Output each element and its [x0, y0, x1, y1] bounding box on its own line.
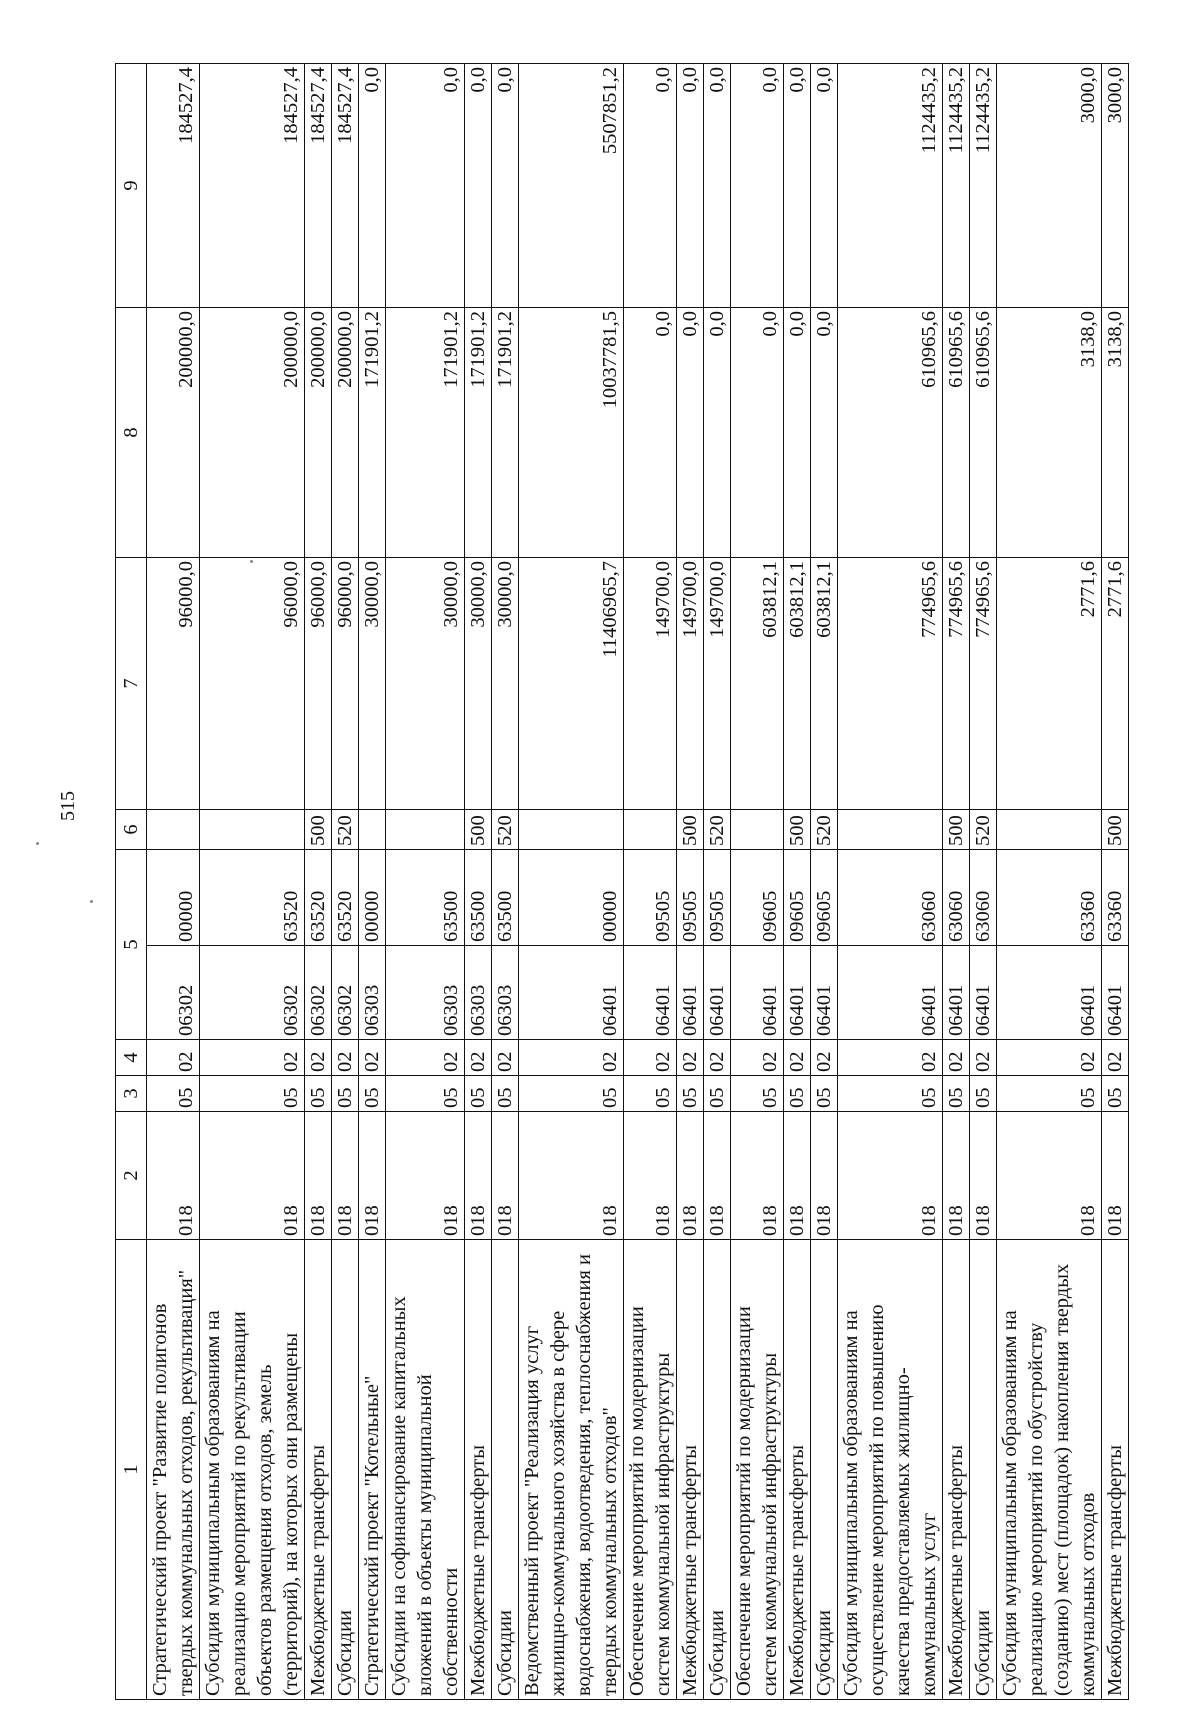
row-name-cell: Обеспечение мероприятий по модернизации систем коммунальной инфраструктуры	[624, 1240, 677, 1700]
amount-col7-cell: 603812,1	[811, 558, 838, 810]
table-row	[200, 64, 305, 1700]
ministry-code-cell: 018	[519, 1112, 624, 1240]
row-name-cell: Субсидии	[811, 1240, 838, 1700]
expense-type-cell	[731, 810, 784, 850]
amount-col7-cell: 96000,0	[332, 558, 359, 810]
ministry-code-cell: 018	[677, 1112, 704, 1240]
table-row	[386, 64, 465, 1700]
table-row	[970, 64, 997, 1700]
program-code-cell: 06302	[305, 946, 332, 1040]
expense-type-cell	[519, 810, 624, 850]
amount-col9-cell: 0,0	[731, 64, 784, 308]
amount-col8-cell: 0,0	[677, 308, 704, 558]
subsection-code-cell: 02	[677, 1040, 704, 1076]
amount-col7-cell: 11406965,7	[519, 558, 624, 810]
amount-col7-cell: 149700,0	[677, 558, 704, 810]
expense-type-cell: 520	[704, 810, 731, 850]
scan-speck	[90, 900, 93, 903]
subsection-code-cell: 02	[332, 1040, 359, 1076]
expense-type-cell: 500	[1102, 810, 1129, 850]
table-row	[677, 64, 704, 1700]
direction-code-cell: 63520	[332, 850, 359, 946]
direction-code-cell: 63060	[943, 850, 970, 946]
expense-type-cell: 500	[677, 810, 704, 850]
ministry-code-cell: 018	[492, 1112, 519, 1240]
column-header: 7	[116, 558, 147, 810]
ministry-code-cell: 018	[624, 1112, 677, 1240]
subsection-code-cell: 02	[1102, 1040, 1129, 1076]
amount-col8-cell: 200000,0	[200, 308, 305, 558]
row-name-cell: Межбюджетные трансферты	[1102, 1240, 1129, 1700]
subsection-code-cell: 02	[970, 1040, 997, 1076]
direction-code-cell: 63500	[386, 850, 465, 946]
direction-code-cell: 00000	[147, 850, 200, 946]
subsection-code-cell: 02	[465, 1040, 492, 1076]
column-header: 3	[116, 1076, 147, 1112]
direction-code-cell: 00000	[519, 850, 624, 946]
direction-code-cell: 63500	[465, 850, 492, 946]
table-row	[359, 64, 386, 1700]
amount-col7-cell: 96000,0	[200, 558, 305, 810]
amount-col9-cell: 1124435,2	[970, 64, 997, 308]
row-name-cell: Межбюджетные трансферты	[465, 1240, 492, 1700]
amount-col9-cell: 184527,4	[147, 64, 200, 308]
amount-col7-cell: 603812,1	[784, 558, 811, 810]
expense-type-cell	[386, 810, 465, 850]
section-code-cell: 05	[305, 1076, 332, 1112]
column-header: 2	[116, 1112, 147, 1240]
row-name-cell: Обеспечение мероприятий по модернизации систем коммунальной инфраструктуры	[731, 1240, 784, 1700]
amount-col8-cell: 10037781,5	[519, 308, 624, 558]
ministry-code-cell: 018	[970, 1112, 997, 1240]
amount-col8-cell: 0,0	[624, 308, 677, 558]
expense-type-cell	[838, 810, 943, 850]
subsection-code-cell: 02	[492, 1040, 519, 1076]
amount-col8-cell: 171901,2	[359, 308, 386, 558]
ministry-code-cell: 018	[1102, 1112, 1129, 1240]
direction-code-cell: 63360	[997, 850, 1102, 946]
expense-type-cell	[624, 810, 677, 850]
subsection-code-cell: 02	[519, 1040, 624, 1076]
expense-type-cell: 500	[305, 810, 332, 850]
ministry-code-cell: 018	[838, 1112, 943, 1240]
section-code-cell: 05	[811, 1076, 838, 1112]
amount-col8-cell: 200000,0	[147, 308, 200, 558]
program-code-cell: 06401	[624, 946, 677, 1040]
subsection-code-cell: 02	[624, 1040, 677, 1076]
program-code-cell: 06303	[492, 946, 519, 1040]
table-row	[943, 64, 970, 1700]
row-name-cell: Субсидии	[970, 1240, 997, 1700]
amount-col9-cell: 0,0	[811, 64, 838, 308]
direction-code-cell: 09505	[624, 850, 677, 946]
section-code-cell: 05	[519, 1076, 624, 1112]
amount-col9-cell: 3000,0	[997, 64, 1102, 308]
subsection-code-cell: 02	[838, 1040, 943, 1076]
expense-type-cell: 500	[943, 810, 970, 850]
table-body	[147, 64, 1129, 1700]
amount-col9-cell: 0,0	[359, 64, 386, 308]
rotated-table-container	[115, 64, 1126, 1700]
section-code-cell: 05	[704, 1076, 731, 1112]
amount-col8-cell: 171901,2	[386, 308, 465, 558]
amount-col7-cell: 30000,0	[359, 558, 386, 810]
table-row	[838, 64, 943, 1700]
row-name-cell: Межбюджетные трансферты	[305, 1240, 332, 1700]
ministry-code-cell: 018	[359, 1112, 386, 1240]
amount-col9-cell: 0,0	[784, 64, 811, 308]
expense-type-cell: 500	[784, 810, 811, 850]
amount-col9-cell: 3000,0	[1102, 64, 1129, 308]
row-name-cell: Ведомственный проект "Реализация услуг жилищно-коммунального хозяйства в сфере водоснабжения, водоотведения, теплоснабжения и твердых коммунальных отходов"	[519, 1240, 624, 1700]
section-code-cell: 05	[492, 1076, 519, 1112]
amount-col7-cell: 30000,0	[465, 558, 492, 810]
ministry-code-cell: 018	[704, 1112, 731, 1240]
table-row	[465, 64, 492, 1700]
amount-col8-cell: 0,0	[811, 308, 838, 558]
program-code-cell: 06302	[147, 946, 200, 1040]
section-code-cell: 05	[359, 1076, 386, 1112]
amount-col8-cell: 0,0	[731, 308, 784, 558]
direction-code-cell: 00000	[359, 850, 386, 946]
scan-speck	[36, 842, 39, 845]
amount-col7-cell: 149700,0	[624, 558, 677, 810]
table-row	[997, 64, 1102, 1700]
direction-code-cell: 09605	[731, 850, 784, 946]
ministry-code-cell: 018	[731, 1112, 784, 1240]
table-row	[332, 64, 359, 1700]
row-name-cell: Субсидия муниципальным образованиям на реализацию мероприятий по рекультивации объектов размещения отходов, земель (территорий), на которых они размещены	[200, 1240, 305, 1700]
table-row	[784, 64, 811, 1700]
amount-col7-cell: 30000,0	[492, 558, 519, 810]
program-code-cell: 06303	[386, 946, 465, 1040]
amount-col8-cell: 0,0	[784, 308, 811, 558]
section-code-cell: 05	[731, 1076, 784, 1112]
direction-code-cell: 63060	[838, 850, 943, 946]
direction-code-cell: 63060	[970, 850, 997, 946]
amount-col8-cell: 200000,0	[332, 308, 359, 558]
subsection-code-cell: 02	[305, 1040, 332, 1076]
amount-col9-cell: 184527,4	[200, 64, 305, 308]
table-row	[492, 64, 519, 1700]
section-code-cell: 05	[943, 1076, 970, 1112]
amount-col9-cell: 184527,4	[332, 64, 359, 308]
expense-type-cell: 520	[970, 810, 997, 850]
ministry-code-cell: 018	[784, 1112, 811, 1240]
amount-col8-cell: 3138,0	[997, 308, 1102, 558]
amount-col9-cell: 0,0	[624, 64, 677, 308]
section-code-cell: 05	[784, 1076, 811, 1112]
amount-col9-cell: 0,0	[704, 64, 731, 308]
table-row	[624, 64, 677, 1700]
amount-col7-cell: 774965,6	[943, 558, 970, 810]
subsection-code-cell: 02	[943, 1040, 970, 1076]
program-code-cell: 06401	[519, 946, 624, 1040]
column-header: 9	[116, 64, 147, 308]
section-code-cell: 05	[332, 1076, 359, 1112]
program-code-cell: 06401	[731, 946, 784, 1040]
section-code-cell: 05	[970, 1076, 997, 1112]
expense-type-cell: 500	[465, 810, 492, 850]
section-code-cell: 05	[465, 1076, 492, 1112]
ministry-code-cell: 018	[200, 1112, 305, 1240]
row-name-cell: Межбюджетные трансферты	[677, 1240, 704, 1700]
amount-col8-cell: 171901,2	[465, 308, 492, 558]
column-header: 6	[116, 810, 147, 850]
amount-col8-cell: 610965,6	[943, 308, 970, 558]
table-row	[731, 64, 784, 1700]
subsection-code-cell: 02	[147, 1040, 200, 1076]
amount-col7-cell: 603812,1	[731, 558, 784, 810]
section-code-cell: 05	[1102, 1076, 1129, 1112]
header-row	[116, 64, 147, 1700]
amount-col8-cell: 610965,6	[838, 308, 943, 558]
section-code-cell: 05	[997, 1076, 1102, 1112]
amount-col9-cell: 184527,4	[305, 64, 332, 308]
program-code-cell: 06401	[704, 946, 731, 1040]
amount-col7-cell: 30000,0	[386, 558, 465, 810]
table-row	[147, 64, 200, 1700]
subsection-code-cell: 02	[997, 1040, 1102, 1076]
amount-col9-cell: 0,0	[677, 64, 704, 308]
amount-col7-cell: 774965,6	[970, 558, 997, 810]
expense-type-cell	[200, 810, 305, 850]
ministry-code-cell: 018	[386, 1112, 465, 1240]
ministry-code-cell: 018	[943, 1112, 970, 1240]
program-code-cell: 06401	[677, 946, 704, 1040]
ministry-code-cell: 018	[465, 1112, 492, 1240]
expense-type-cell	[359, 810, 386, 850]
section-code-cell: 05	[147, 1076, 200, 1112]
amount-col9-cell: 0,0	[492, 64, 519, 308]
amount-col8-cell: 610965,6	[970, 308, 997, 558]
program-code-cell: 06401	[997, 946, 1102, 1040]
ministry-code-cell: 018	[332, 1112, 359, 1240]
section-code-cell: 05	[386, 1076, 465, 1112]
amount-col7-cell: 2771,6	[997, 558, 1102, 810]
amount-col9-cell: 0,0	[465, 64, 492, 308]
subsection-code-cell: 02	[704, 1040, 731, 1076]
table-row	[1102, 64, 1129, 1700]
amount-col9-cell: 1124435,2	[943, 64, 970, 308]
row-name-cell: Межбюджетные трансферты	[943, 1240, 970, 1700]
program-code-cell: 06401	[970, 946, 997, 1040]
column-header: 4	[116, 1040, 147, 1076]
amount-col7-cell: 149700,0	[704, 558, 731, 810]
program-code-cell: 06401	[838, 946, 943, 1040]
row-name-cell: Субсидии	[492, 1240, 519, 1700]
subsection-code-cell: 02	[784, 1040, 811, 1076]
amount-col8-cell: 200000,0	[305, 308, 332, 558]
row-name-cell: Межбюджетные трансферты	[784, 1240, 811, 1700]
direction-code-cell: 63360	[1102, 850, 1129, 946]
program-code-cell: 06303	[465, 946, 492, 1040]
row-name-cell: Субсидия муниципальным образованиям на реализацию мероприятий по обустройству (созданию) мест (площадок) накопления твердых коммунальных отходов	[997, 1240, 1102, 1700]
amount-col7-cell: 2771,6	[1102, 558, 1129, 810]
program-code-cell: 06303	[359, 946, 386, 1040]
ministry-code-cell: 018	[997, 1112, 1102, 1240]
amount-col9-cell: 0,0	[386, 64, 465, 308]
table-row	[704, 64, 731, 1700]
section-code-cell: 05	[838, 1076, 943, 1112]
row-name-cell: Субсидия муниципальным образованиям на осуществление мероприятий по повышению качества предоставляемых жилищно-коммунальных услуг	[838, 1240, 943, 1700]
column-header: 8	[116, 308, 147, 558]
subsection-code-cell: 02	[200, 1040, 305, 1076]
direction-code-cell: 09505	[677, 850, 704, 946]
amount-col8-cell: 171901,2	[492, 308, 519, 558]
amount-col7-cell: 96000,0	[147, 558, 200, 810]
direction-code-cell: 63520	[305, 850, 332, 946]
section-code-cell: 05	[677, 1076, 704, 1112]
expense-type-cell	[147, 810, 200, 850]
row-name-cell: Субсидии	[704, 1240, 731, 1700]
program-code-cell: 06401	[811, 946, 838, 1040]
section-code-cell: 05	[200, 1076, 305, 1112]
direction-code-cell: 09605	[811, 850, 838, 946]
amount-col8-cell: 3138,0	[1102, 308, 1129, 558]
subsection-code-cell: 02	[731, 1040, 784, 1076]
page-number: 515	[57, 791, 79, 821]
row-name-cell: Субсидии на софинансирование капитальных вложений в объекты муниципальной собственности	[386, 1240, 465, 1700]
subsection-code-cell: 02	[359, 1040, 386, 1076]
expense-type-cell: 520	[811, 810, 838, 850]
program-code-cell: 06401	[784, 946, 811, 1040]
ministry-code-cell: 018	[811, 1112, 838, 1240]
row-name-cell: Стратегический проект "Развитие полигонов твердых коммунальных отходов, рекультивация"	[147, 1240, 200, 1700]
row-name-cell: Субсидии	[332, 1240, 359, 1700]
direction-code-cell: 63500	[492, 850, 519, 946]
column-header: 1	[116, 1240, 147, 1700]
column-header: 5	[116, 850, 147, 1040]
table-row	[519, 64, 624, 1700]
row-name-cell: Стратегический проект "Котельные"	[359, 1240, 386, 1700]
expense-type-cell	[997, 810, 1102, 850]
table-row	[811, 64, 838, 1700]
direction-code-cell: 09605	[784, 850, 811, 946]
section-code-cell: 05	[624, 1076, 677, 1112]
expense-type-cell: 520	[332, 810, 359, 850]
subsection-code-cell: 02	[811, 1040, 838, 1076]
program-code-cell: 06302	[332, 946, 359, 1040]
ministry-code-cell: 018	[147, 1112, 200, 1240]
direction-code-cell: 09505	[704, 850, 731, 946]
amount-col9-cell: 5507851,2	[519, 64, 624, 308]
amount-col9-cell: 1124435,2	[838, 64, 943, 308]
amount-col7-cell: 774965,6	[838, 558, 943, 810]
amount-col8-cell: 0,0	[704, 308, 731, 558]
expense-type-cell: 520	[492, 810, 519, 850]
budget-table	[115, 63, 1129, 1700]
subsection-code-cell: 02	[386, 1040, 465, 1076]
ministry-code-cell: 018	[305, 1112, 332, 1240]
amount-col7-cell: 96000,0	[305, 558, 332, 810]
table-row	[305, 64, 332, 1700]
direction-code-cell: 63520	[200, 850, 305, 946]
program-code-cell: 06302	[200, 946, 305, 1040]
program-code-cell: 06401	[943, 946, 970, 1040]
program-code-cell: 06401	[1102, 946, 1129, 1040]
